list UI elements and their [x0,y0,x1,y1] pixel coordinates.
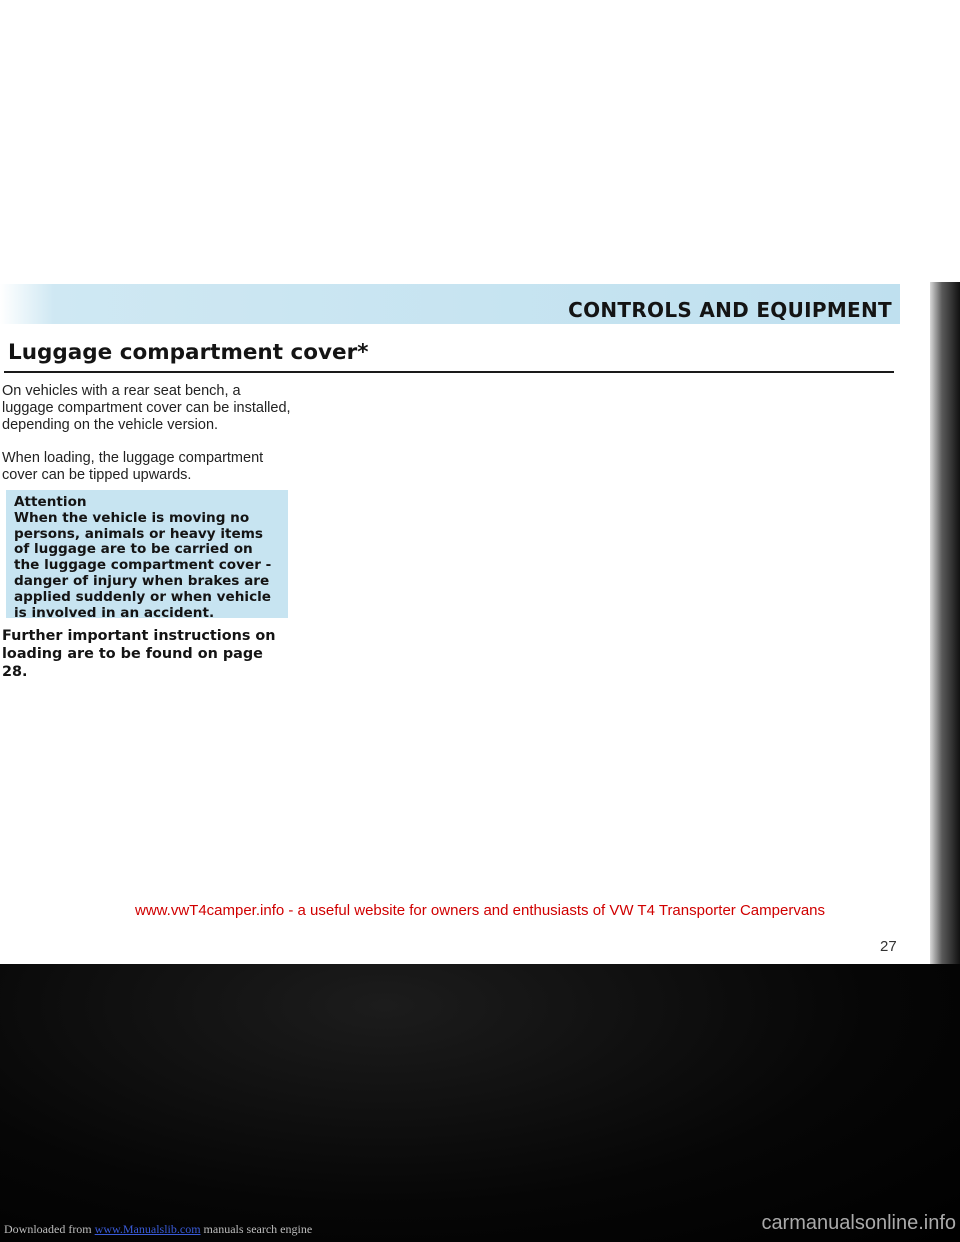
website-note: www.vwT4camper.info - a useful website for owners and enthusiasts of VW T4 Transporter Campervans [134,902,826,919]
chapter-title: CONTROLS AND EQUIPMENT [568,298,892,322]
further-instructions: Further important instructions on loading are to be found on page 28. [2,628,276,680]
footer-suffix: manuals search engine [203,1222,313,1236]
page-number: 27 [880,938,897,955]
attention-text [14,495,280,621]
title-rule [4,371,894,373]
footer-prefix: Downloaded from [4,1222,92,1236]
loading-paragraph: When loading, the luggage compartment cover can be tipped upwards. [2,450,264,483]
attention-body: When the vehicle is moving no persons, animals or heavy items of luggage are to be carried on the luggage compartment cover - danger of injury when brakes are applied suddenly or when vehicle is involved in an accident. [14,509,272,621]
section-title: Luggage compartment cover* [8,340,369,365]
download-footer [4,1222,312,1237]
attention-heading: Attention [14,494,87,510]
intro-paragraph: On vehicles with a rear seat bench, a luggage compartment cover can be installed, depending on the vehicle version. [2,383,291,433]
watermark-text: carmanualsonline.info [761,1212,956,1234]
manualslib-link[interactable]: www.Manualslib.com [94,1222,201,1236]
page-edge-shadow [930,282,960,972]
scan-background [0,964,960,1242]
